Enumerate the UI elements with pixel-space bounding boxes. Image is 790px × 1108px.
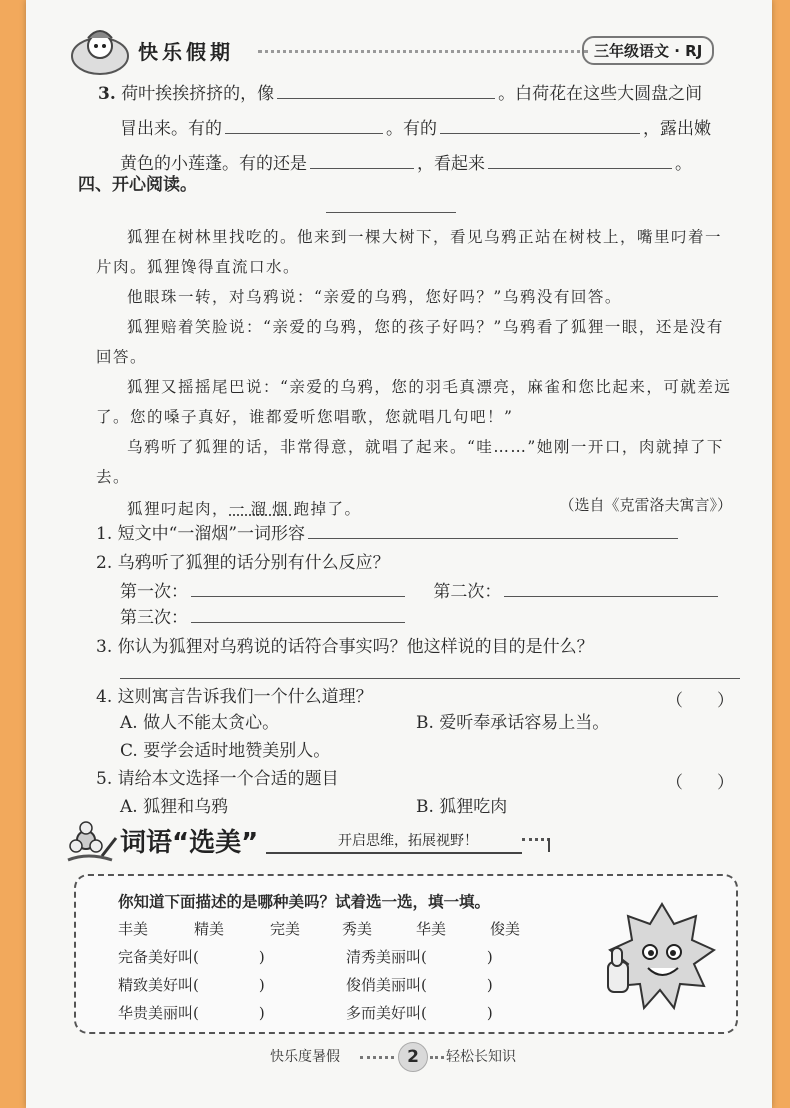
banner-dots (522, 838, 550, 841)
footer-right-text: 轻松长知识 (446, 1049, 516, 1065)
section4-heading: 四、开心阅读。 (78, 175, 197, 195)
reading-passage: 狐狸在树林里找吃的。他来到一棵大树下，看见乌鸦正站在树枝上，嘴里叼着一片肉。狐狸馋得直流口水。 他眼珠一转，对乌鸦说：“亲爱的乌鸦，您好吗？”乌鸦没有回答。 狐狸赔着笑脸说：“亲爱的乌鸦，您的孩子好吗？”乌鸦看了狐狸一眼，还是没有回答。 狐狸又摇摇尾巴说：“亲爱的乌鸦，您的羽毛真漂亮，麻雀和您比起来，可就差远了。您的嗓子真好，谁都爱听您唱歌，您就唱几句吧！” 乌鸦听了狐狸的话，非常得意，就唱了起来。“哇……”她刚一开口，肉就掉了下去。 狐狸叼起肉，一溜烟跑掉了。 (96, 228, 732, 518)
option-4: 秀美 (342, 920, 373, 938)
q5-answer-bracket[interactable]: （ ） (666, 773, 734, 793)
section5-subtitle: 开启思维，拓展视野！ (338, 833, 478, 849)
header-divider (258, 50, 588, 53)
q2-text: 2. 乌鸦听了狐狸的话分别有什么反应？ (96, 553, 390, 573)
q4-option-a[interactable]: A. 做人不能太贪心。 (120, 713, 280, 733)
q1-blank[interactable] (308, 516, 678, 539)
option-5: 华美 (416, 920, 447, 938)
workbook-page (26, 0, 772, 1108)
fill-item-2[interactable]: 清秀美丽叫( ) (346, 948, 493, 966)
banner-underline (266, 852, 522, 854)
q5-option-a[interactable]: A. 狐狸和乌鸦 (120, 797, 229, 817)
passage-source: （选自《克雷洛夫寓言》） (559, 496, 732, 514)
q5-text: 5. 请给本文选择一个合适的题目 (96, 769, 339, 789)
q3-blank-2[interactable] (225, 111, 383, 134)
footer-dots-right (430, 1056, 444, 1059)
q3-blank-1[interactable] (277, 76, 495, 99)
q2-answers-row-2: 第三次： (120, 600, 520, 635)
q2-answers-row-1: 第一次： 第二次： (120, 574, 740, 609)
q2-second-blank[interactable] (504, 574, 718, 597)
q4-text: 4. 这则寓言告诉我们一个什么道理？ (96, 687, 373, 707)
header-title: 快乐假期 (138, 40, 234, 64)
q3-answer-line[interactable] (120, 678, 740, 679)
section5-banner-title: 词语“选美” (120, 828, 259, 858)
option-1: 丰美 (118, 920, 149, 938)
q2-first-blank[interactable] (191, 574, 405, 597)
q5-option-b[interactable]: B. 狐狸吃肉 (416, 797, 508, 817)
word-choice-box (74, 874, 738, 1034)
q3-blank-4[interactable] (310, 146, 414, 169)
banner-flower-icon (64, 818, 120, 866)
q2-third-blank[interactable] (191, 600, 405, 623)
thumbs-up-mascot-icon (604, 898, 720, 1018)
fill-item-1[interactable]: 完备美好叫( ) (118, 948, 265, 966)
q1-row: 1. 短文中“一溜烟”一词形容 (96, 516, 746, 551)
option-6: 俊美 (490, 920, 521, 938)
q3-blank-5[interactable] (488, 146, 672, 169)
page-number: 2 (398, 1042, 428, 1072)
footer-dots-left (360, 1056, 394, 1059)
q3-blank-3[interactable] (440, 111, 640, 134)
q4-answer-bracket[interactable]: （ ） (666, 691, 734, 711)
q3-fill-blank: 3. 荷叶挨挨挤挤的，像 。白荷花在这些大圆盘之间 冒出来。有的 。有的 ，露出嫩 黄色的小莲蓬。有的还是 ，看起来 。 (98, 76, 738, 181)
q3-text: 3. 你认为狐狸对乌鸦说的话符合事实吗？他这样说的目的是什么？ (96, 637, 594, 657)
fill-item-4[interactable]: 俊俏美丽叫( ) (346, 976, 493, 994)
footer-left-text: 快乐度暑假 (270, 1049, 340, 1065)
option-3: 完美 (270, 920, 301, 938)
fill-item-6[interactable]: 多而美好叫( ) (346, 1004, 493, 1022)
fill-item-3[interactable]: 精致美好叫( ) (118, 976, 265, 994)
q4-option-c[interactable]: C. 要学会适时地赞美别人。 (120, 741, 331, 761)
box-title: 你知道下面描述的是哪种美吗？试着选一选，填一填。 (118, 893, 491, 911)
option-2: 精美 (194, 920, 225, 938)
header-subject-badge: 三年级语文 · RJ (582, 36, 714, 65)
q4-option-b[interactable]: B. 爱听奉承话容易上当。 (416, 713, 610, 733)
fill-item-5[interactable]: 华贵美丽叫( ) (118, 1004, 265, 1022)
passage-title-blank[interactable] (326, 212, 456, 213)
banner-tick (548, 838, 550, 852)
emphasized-word: 一溜烟 (229, 500, 294, 518)
